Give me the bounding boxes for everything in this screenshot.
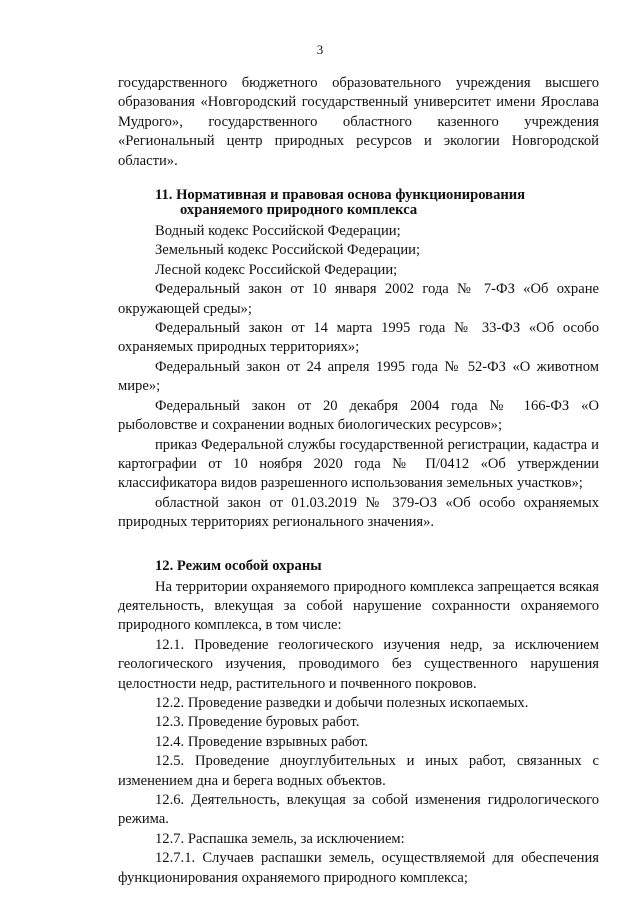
section-11-heading-line2: охраняемого природного комплекса <box>180 202 418 219</box>
section-12-item: 12.2. Проведение разведки и добычи полезных ископаемых. <box>155 694 529 711</box>
section-11-item: Лесной кодекс Российской Федерации; <box>155 261 398 278</box>
section-11-heading <box>118 188 599 218</box>
section-11-item: Федеральный закон от 20 декабря 2004 года № 166-ФЗ «О рыболовстве и сохранении водных биологических ресурсов»; <box>118 397 599 434</box>
section-12-item: 12.1. Проведение геологического изучения недр, за исключением геологического изучения, проводимого без существенного нарушения целостности недр, растительного и почвенного покровов. <box>118 636 599 692</box>
section-11-item: Федеральный закон от 10 января 2002 года № 7-ФЗ «Об охране окружающей среды»; <box>118 281 599 317</box>
section-11-item: приказ Федеральной службы государственной регистрации, кадастра и картографии от 10 ноября 2020 года № П/0412 «Об утверждении классификатора видов разрешенного использования земельных участков»; <box>118 436 599 492</box>
section-12-item: 12.4. Проведение взрывных работ. <box>155 733 369 750</box>
section-12-item: На территории охраняемого природного комплекса запрещается всякая деятельность, влекущая за собой нарушение сохранности охраняемого природного комплекса, в том числе: <box>118 578 599 634</box>
document-body <box>118 74 599 888</box>
section-11-item: Федеральный закон от 14 марта 1995 года № 33-ФЗ «Об особо охраняемых природных территориях»; <box>118 320 599 356</box>
section-11-heading-line1: 11. Нормативная и правовая основа функционирования <box>155 187 526 204</box>
section-12-item: 12.5. Проведение дноуглубительных и иных работ, связанных с изменением дна и берега водных объектов. <box>118 753 599 789</box>
section-12-item: 12.7. Распашка земель, за исключением: <box>155 830 405 847</box>
section-11-item: Земельный кодекс Российской Федерации; <box>155 242 421 259</box>
section-12-item: 12.6. Деятельность, влекущая за собой изменения гидрологического режима. <box>118 792 599 828</box>
section-12-item: 12.3. Проведение буровых работ. <box>155 714 360 731</box>
section-12-heading: 12. Режим особой охраны <box>155 557 322 574</box>
section-11-item: Федеральный закон от 24 апреля 1995 года № 52-ФЗ «О животном мире»; <box>118 358 599 395</box>
page-number: 3 <box>316 42 324 57</box>
section-11-item: областной закон от 01.03.2019 № 379-ОЗ «Об особо охраняемых природных территориях регионального значения». <box>118 494 599 531</box>
section-12-item: 12.7.1. Случаев распашки земель, осуществляемой для обеспечения функционирования охраняемого природного комплекса; <box>118 850 599 886</box>
section-11-item: Водный кодекс Российской Федерации; <box>155 223 401 240</box>
intro-paragraph: государственного бюджетного образовательного учреждения высшего образования «Новгородский государственный университет имени Ярослава Мудрого», государственного областного казенного учреждения «Региональный центр природных ресурсов и экологии Новгородской области». <box>118 75 599 169</box>
